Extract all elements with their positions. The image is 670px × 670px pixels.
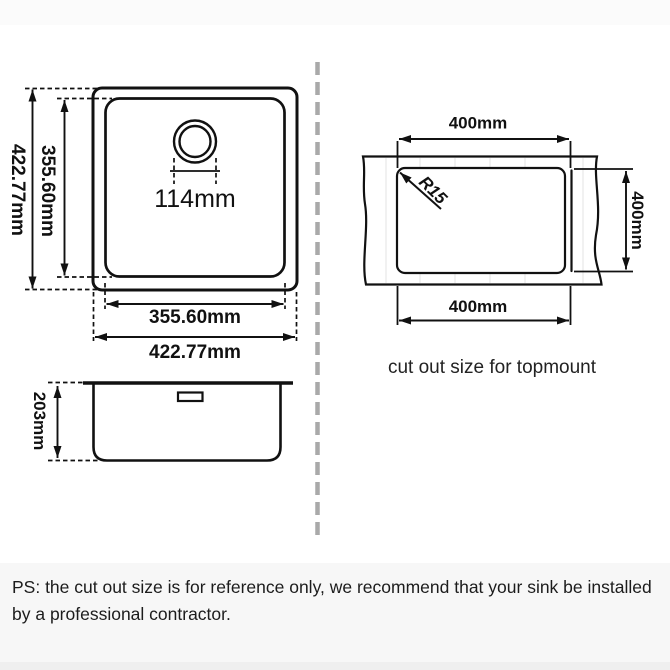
footnote-line2: by a professional contractor.: [12, 604, 231, 624]
height-inner-label: 355.60mm: [37, 145, 58, 237]
width-inner-label: 355.60mm: [149, 307, 241, 328]
top-view-drawing: [7, 88, 297, 363]
cutout-view-drawing: [363, 114, 647, 379]
depth-label: 203mm: [30, 391, 49, 451]
cutout-caption: cut out size for topmount: [387, 357, 597, 378]
cutout-width-bottom-label: 400mm: [448, 297, 508, 316]
overflow-hole: [178, 393, 203, 402]
footnote-line1: PS: the cut out size is for reference only, we recommend that your sink be installed: [12, 577, 652, 597]
height-outer-label: 422.77mm: [7, 144, 28, 236]
cutout-height-right-label: 400mm: [628, 191, 647, 250]
corner-radius-label: R15: [415, 172, 451, 208]
side-view-drawing: [30, 383, 293, 461]
footnote: [12, 574, 667, 628]
width-outer-label: 422.77mm: [149, 342, 241, 363]
drain-diameter-label: 114mm: [154, 185, 236, 213]
cutout-width-top-label: 400mm: [448, 113, 508, 133]
drain-inner-circle: [180, 126, 211, 157]
